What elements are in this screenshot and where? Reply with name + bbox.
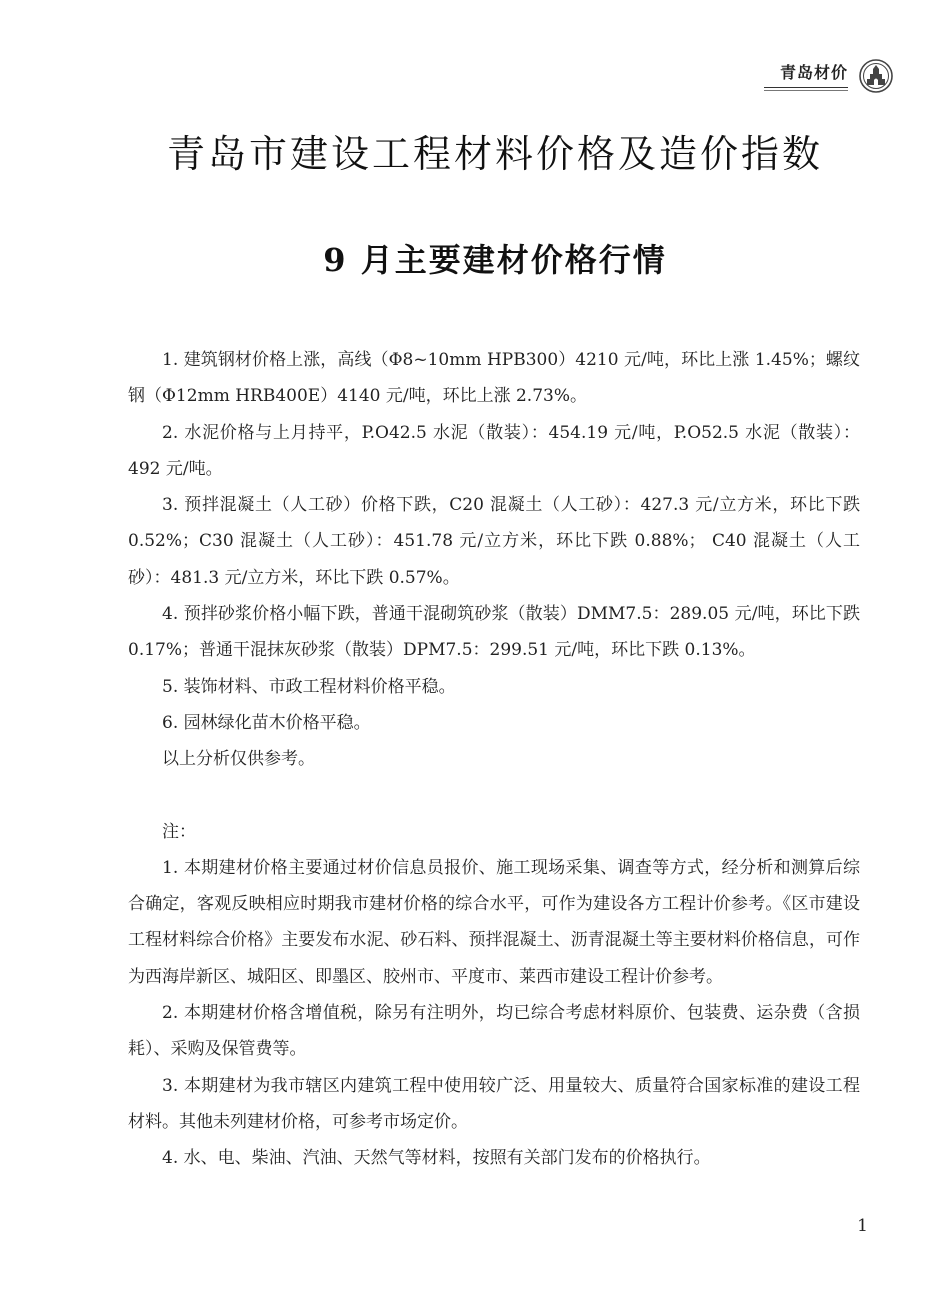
header-brand [764, 58, 894, 94]
note-paragraph: 4. 水、电、柴油、汽油、天然气等材料，按照有关部门发布的价格执行。 [162, 1148, 711, 1169]
note-paragraph: 1. 本期建材价格主要通过材价信息员报价、施工现场采集、调查等方式，经分析和测算后综合确定，客观反映相应时期我市建材价格的综合水平，可作为建设各方工程计价参考。《区市建设工程材料综合价格》主要发布水泥、砂石料、预拌混凝土、沥青混凝土等主要材料价格信息，可作为西海岸新区、城阳区、即墨区、胶州市、平度市、莱西市建设工程计价参考。 [128, 857, 860, 987]
page-number: 1 [857, 1216, 868, 1236]
brand-rule-thin [764, 90, 848, 91]
brand-name: 青岛材价 [779, 62, 848, 82]
page-title: 青岛市建设工程材料价格及造价指数 [166, 132, 823, 176]
section-spacer [128, 778, 860, 814]
article-body [128, 342, 860, 1177]
note-paragraph: 2. 本期建材价格含增值税，除另有注明外，均已综合考虑材料原价、包装费、运杂费（含损耗）、采购及保管费等。 [128, 1003, 860, 1060]
analysis-paragraph: 3. 预拌混凝土（人工砂）价格下跌，C20 混凝土（人工砂）：427.3 元/立方米，环比下跌 0.52%；C30 混凝土（人工砂）：451.78 元/立方米，环比下跌 0.88%； C40 混凝土（人工砂）：481.3 元/立方米，环比下跌 0.57%。 [128, 495, 860, 588]
analysis-paragraph: 2. 水泥价格与上月持平，P.O42.5 水泥（散装）：454.19 元/吨，P.O52.5 水泥（散装）：492 元/吨。 [128, 422, 860, 479]
city-emblem-icon [858, 58, 894, 94]
analysis-paragraph: 4. 预拌砂浆价格小幅下跌，普通干混砌筑砂浆（散装）DMM7.5：289.05 元/吨，环比下跌 0.17%；普通干混抹灰砂浆（散装）DPM7.5：299.51 元/吨，环比下跌 0.13%。 [128, 604, 860, 661]
page-subtitle: 9 月主要建材价格行情 [323, 241, 667, 279]
analysis-disclaimer: 以上分析仅供参考。 [162, 749, 315, 770]
brand-text-wrap [764, 62, 848, 91]
brand-rule [764, 87, 848, 88]
analysis-paragraph: 5. 装饰材料、市政工程材料价格平稳。 [162, 676, 456, 697]
notes-label: 注： [162, 821, 196, 842]
note-paragraph: 3. 本期建材为我市辖区内建筑工程中使用较广泛、用量较大、质量符合国家标准的建设工程材料。其他未列建材价格，可参考市场定价。 [128, 1075, 860, 1132]
analysis-paragraph: 1. 建筑钢材价格上涨，高线（Φ8~10mm HPB300）4210 元/吨，环比上涨 1.45%；螺纹钢（Φ12mm HRB400E）4140 元/吨，环比上涨 2.73%。 [128, 350, 860, 407]
analysis-paragraph: 6. 园林绿化苗木价格平稳。 [162, 712, 371, 733]
